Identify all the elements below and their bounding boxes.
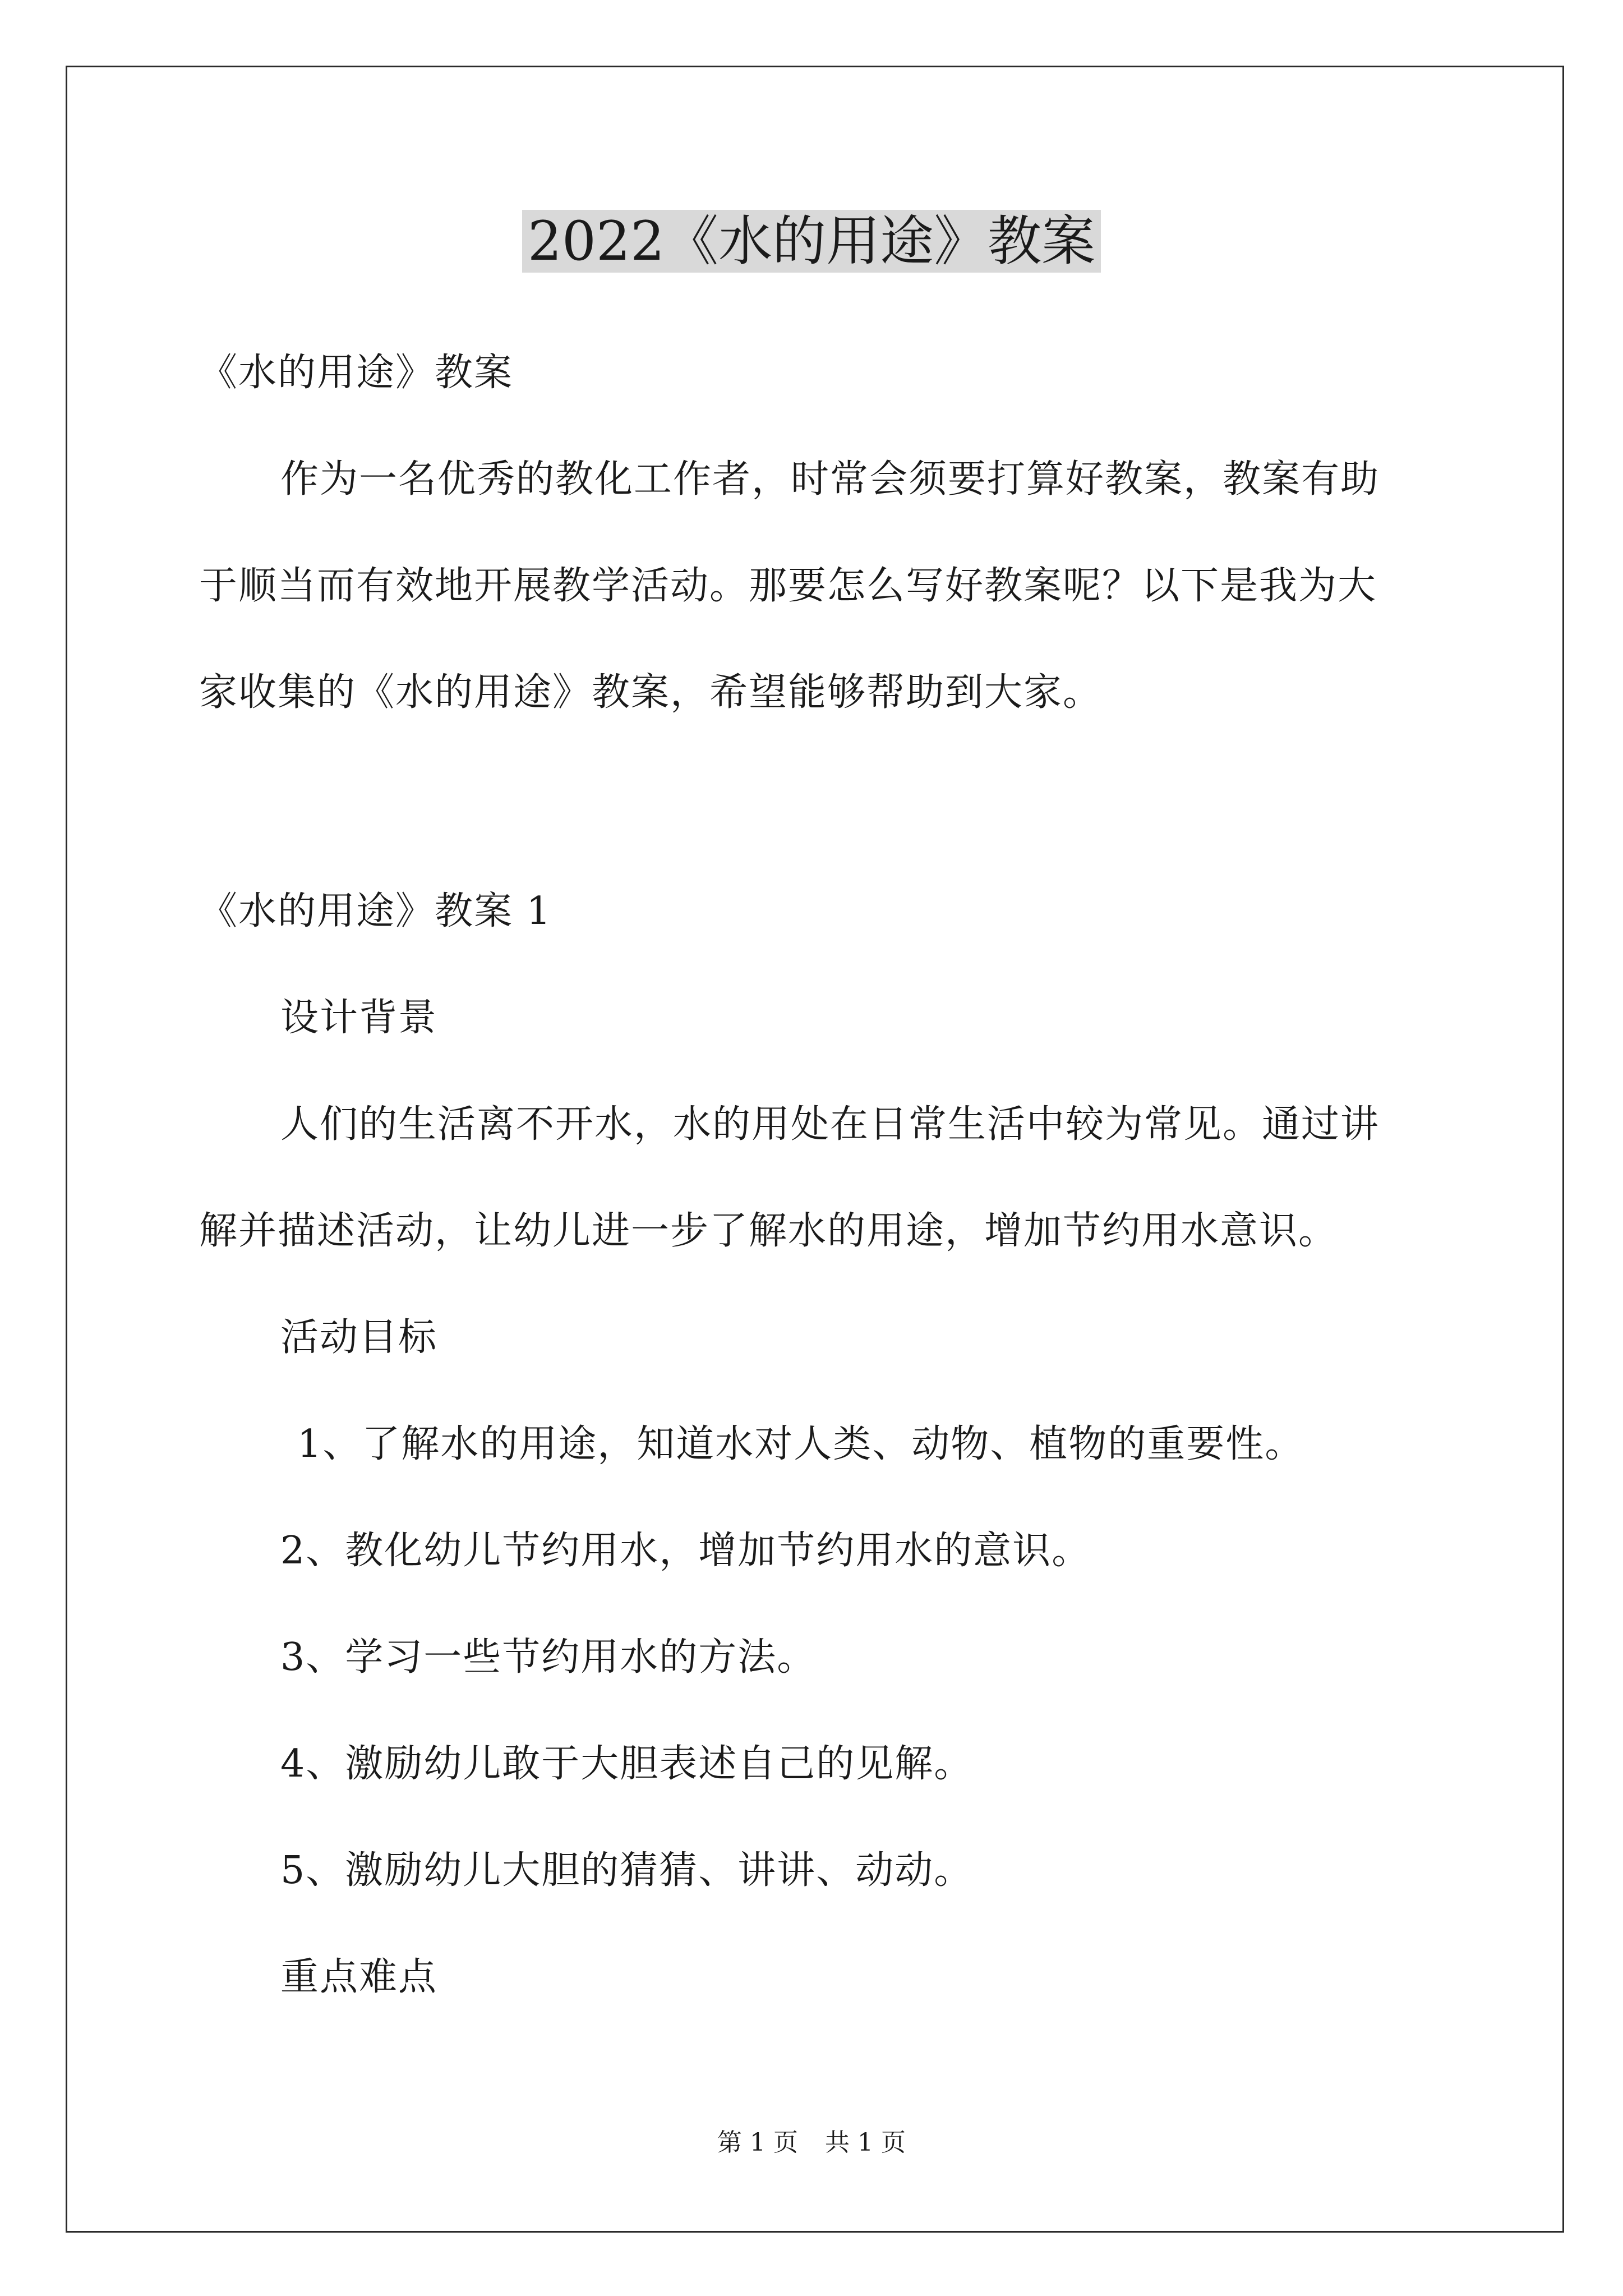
page-number: 第 1 页 xyxy=(717,2128,798,2157)
subheading: 重点难点 xyxy=(280,1955,438,1999)
document-title: 2022《水的用途》教案 xyxy=(0,202,1623,280)
paragraph-line: 人们的生活离不开水，水的用处在日常生活中较为常见。通过讲 xyxy=(280,1102,1380,1147)
list-item: 1、了解水的用途，知道水对人类、动物、植物的重要性。 xyxy=(297,1422,1304,1466)
paragraph-line: 家收集的《水的用途》教案，希望能够帮助到大家。 xyxy=(199,670,1103,715)
paragraph-line: 于顺当而有效地开展教学活动。那要怎么写好教案呢？以下是我为大 xyxy=(199,564,1377,608)
subheading: 设计背景 xyxy=(280,996,438,1040)
list-item: 3、学习一些节约用水的方法。 xyxy=(280,1635,817,1680)
paragraph-line: 解并描述活动，让幼儿进一步了解水的用途，增加节约用水意识。 xyxy=(199,1209,1338,1253)
subheading: 活动目标 xyxy=(280,1315,438,1360)
list-item: 2、教化幼儿节约用水，增加节约用水的意识。 xyxy=(280,1529,1091,1573)
section-heading: 《水的用途》教案 1 xyxy=(199,889,552,933)
paragraph-line: 作为一名优秀的教化工作者，时常会须要打算好教案，教案有助 xyxy=(280,457,1380,501)
list-item: 4、激励幼儿敢于大胆表述自己的见解。 xyxy=(280,1742,974,1786)
page-total: 共 1 页 xyxy=(825,2128,906,2157)
section-heading: 《水的用途》教案 xyxy=(199,351,514,395)
page-footer xyxy=(0,2126,1623,2160)
list-item: 5、激励幼儿大胆的猜猜、讲讲、动动。 xyxy=(280,1848,974,1893)
